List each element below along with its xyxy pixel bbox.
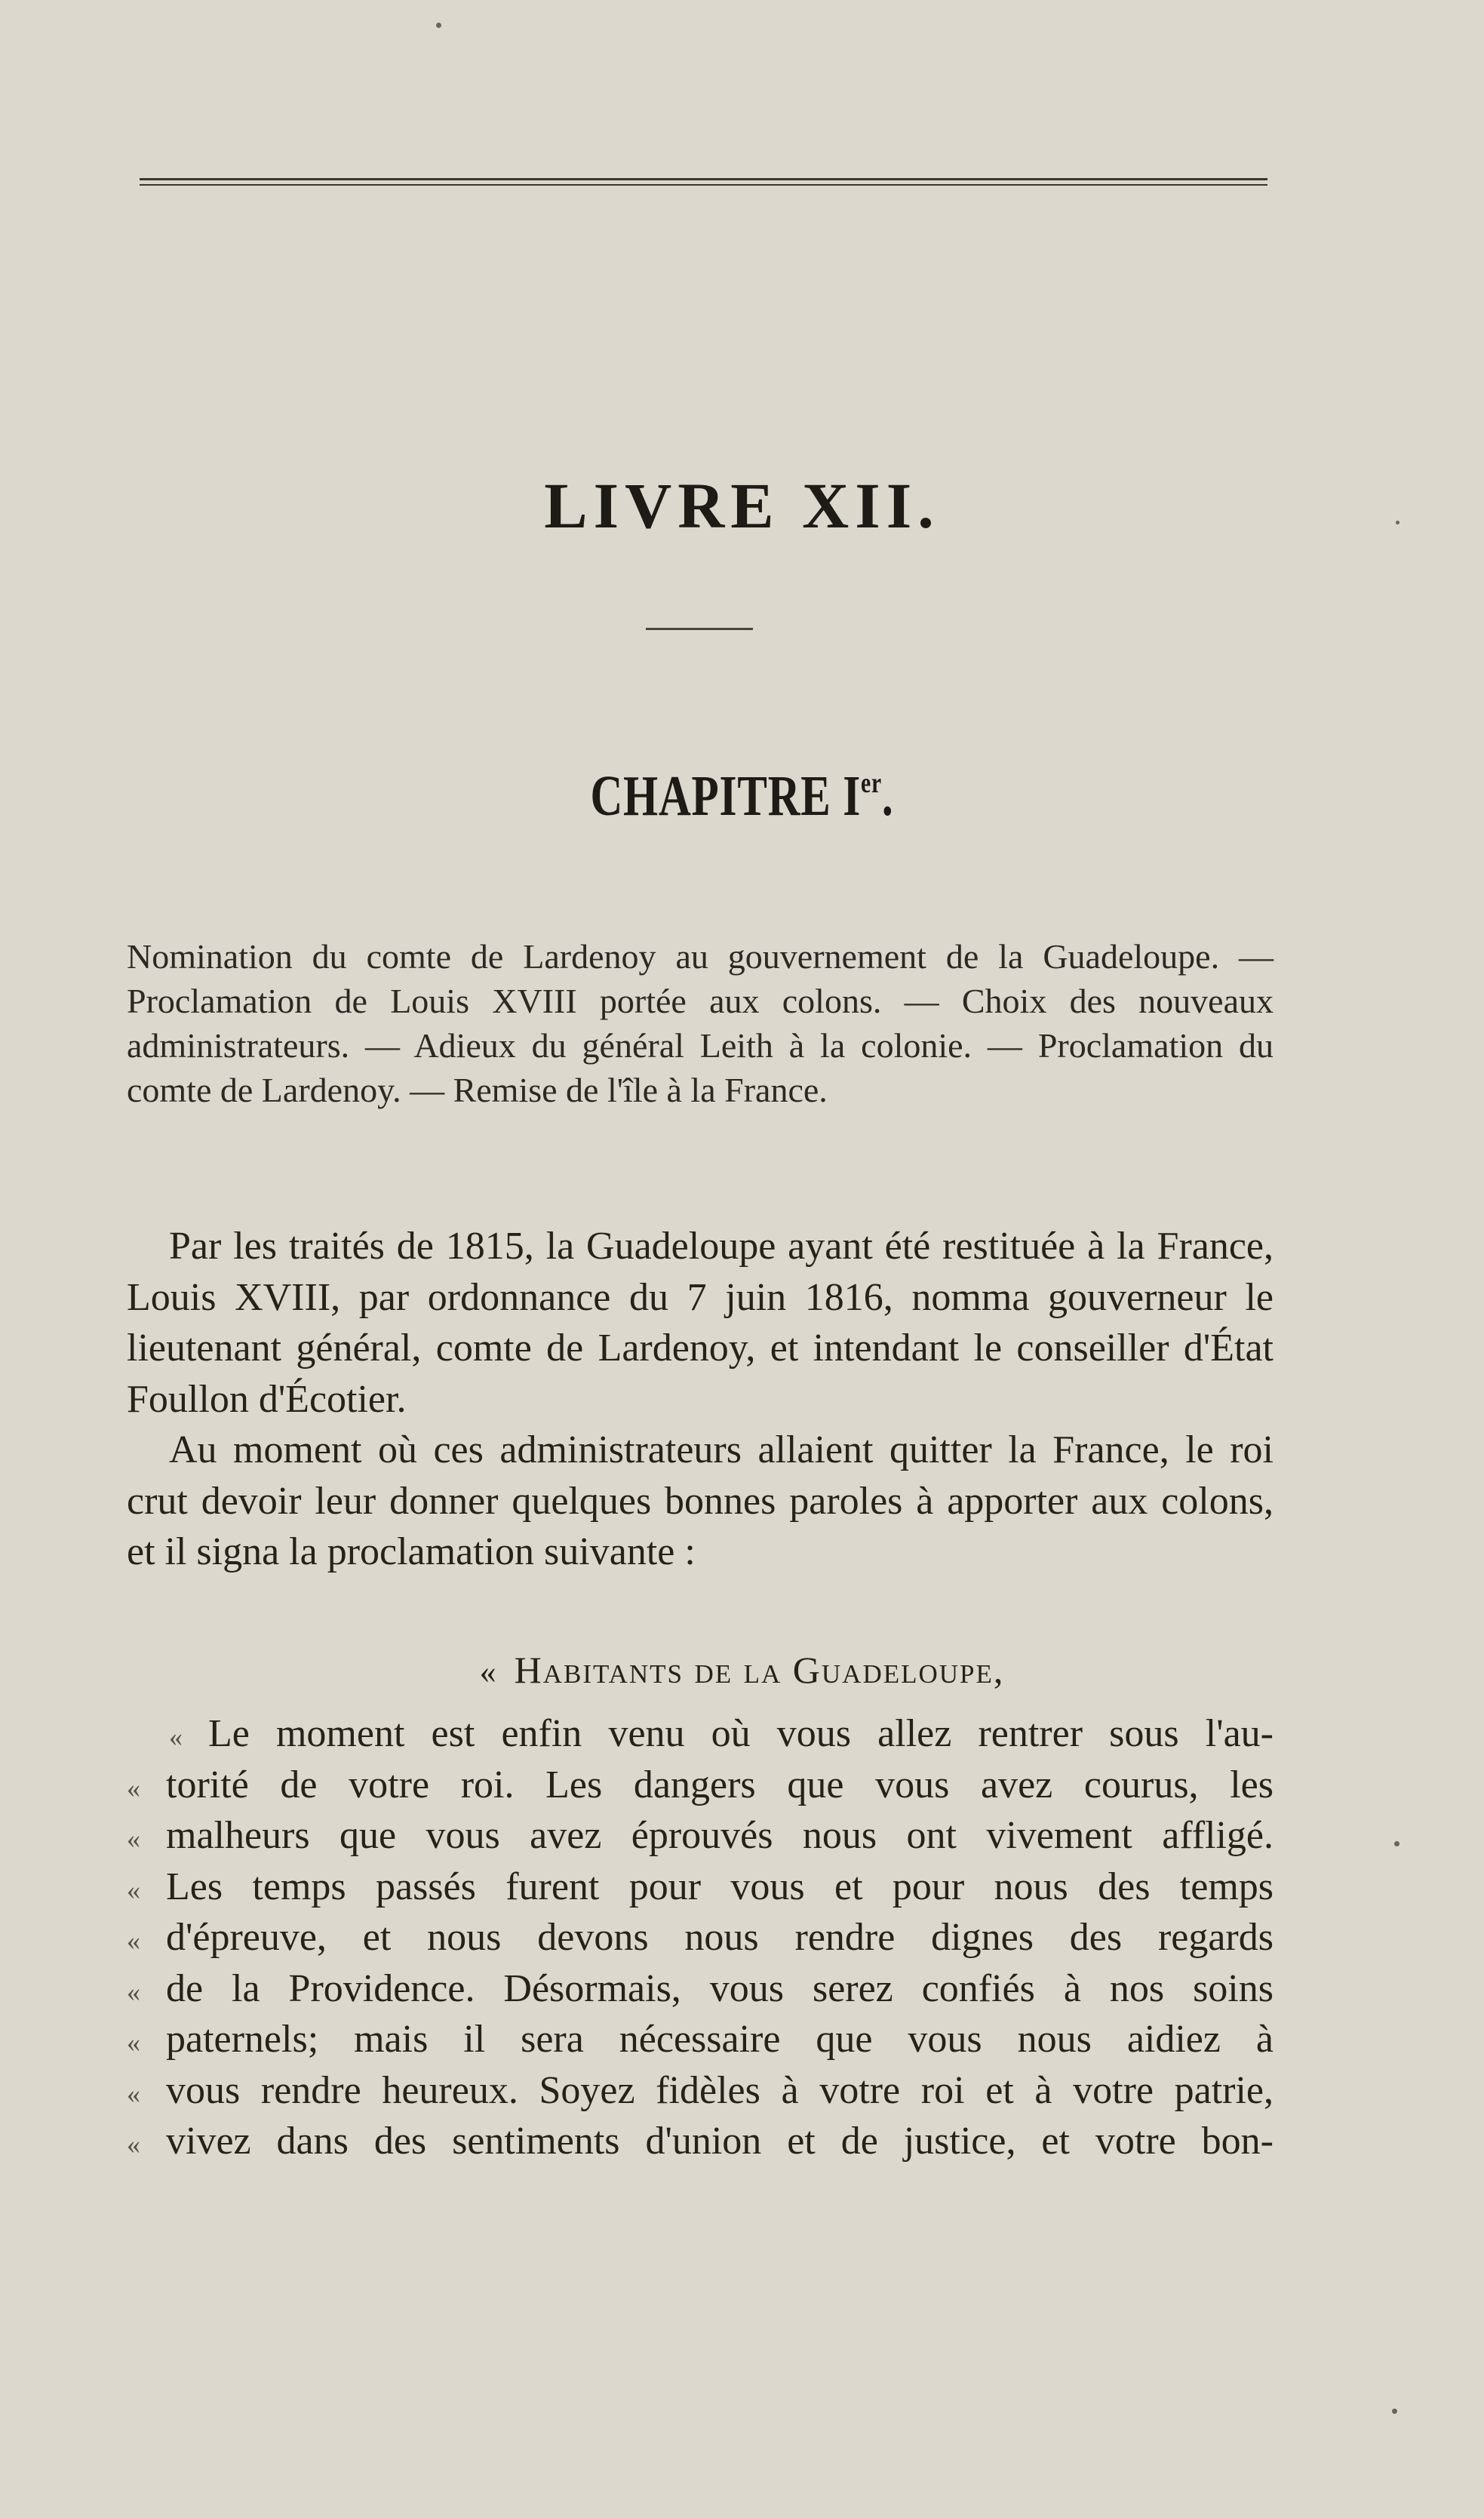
- line-text: vous rendre heureux. Soyez fidèles à votre roi et à votre patrie,: [166, 2068, 1274, 2112]
- line-text: de la Providence. Désormais, vous serez confiés à nos soins: [166, 1966, 1274, 2010]
- line-text: paternels; mais il sera nécessaire que vous nous aidiez à: [166, 2018, 1274, 2061]
- quote-mark: «: [127, 1824, 140, 1854]
- paper-speck: [436, 23, 441, 28]
- rule-line: [140, 184, 1267, 186]
- quote-mark: «: [127, 1926, 140, 1956]
- heading-divider: [646, 628, 753, 630]
- proclamation-line: [127, 1810, 1274, 1862]
- proclamation-line: [127, 2116, 1274, 2167]
- line-text: Les temps passés furent pour vous et pour nous des temps: [166, 1865, 1274, 1908]
- chapter-trailing: .: [881, 764, 894, 828]
- proclamation-line: [127, 1760, 1274, 1811]
- book-heading: LIVRE XII.: [544, 469, 940, 542]
- salutation-text: Habitants de la Guadeloupe,: [514, 1649, 1005, 1691]
- proclamation-salutation: [0, 1648, 1484, 1692]
- quote-mark: «: [127, 2078, 140, 2109]
- proclamation-line: [127, 1708, 1274, 1760]
- chapter-summary: Nomination du comte de Lardenoy au gouvernement de la Guadeloupe. — Proclamation de Louis XVIII portée aux colons. — Choix des nouveaux administrateurs. — Adieux du général Leith à la colonie. — Proclamation du comte de Lardenoy. — Remise de l'île à la France.: [127, 937, 1274, 1109]
- quote-mark: «: [127, 1772, 140, 1803]
- line-text: malheurs que vous avez éprouvés nous ont vivement affligé.: [166, 1814, 1274, 1857]
- paper-speck: [1394, 1841, 1400, 1846]
- chapter-heading: [163, 764, 1320, 829]
- line-text: d'épreuve, et nous devons nous rendre dignes des regards: [166, 1916, 1274, 1959]
- proclamation-line: [127, 2065, 1274, 2117]
- paper-speck: [1396, 521, 1400, 524]
- quote-mark: «: [169, 1722, 183, 1752]
- quote-mark: «: [127, 1976, 140, 2007]
- quote-mark: «: [127, 2028, 140, 2058]
- line-text: Le moment est enfin venu où vous allez rentrer sous l'au-: [208, 1712, 1274, 1755]
- quote-mark: «: [127, 1874, 140, 1905]
- chapter-title-text: CHAPITRE I: [590, 764, 862, 828]
- paragraph: Par les traités de 1815, la Guadeloupe ayant été restituée à la France, Louis XVIII, par ordonnance du 7 juin 1816, nomma gouverneur le lieutenant général, comte de Lardenoy, et intendant le conseiller d'État Foullon d'Écotier.: [127, 1225, 1274, 1421]
- quote-mark: «: [127, 2129, 140, 2160]
- body-text: [127, 1221, 1274, 1578]
- top-double-rule: [140, 178, 1267, 186]
- proclamation-line: [127, 1912, 1274, 1963]
- line-text: torité de votre roi. Les dangers que vous avez courus, les: [166, 1763, 1274, 1806]
- proclamation-line: [127, 1862, 1274, 1913]
- line-text: vivez dans des sentiments d'union et de justice, et votre bon-: [166, 2120, 1274, 2163]
- proclamation-text: [127, 1708, 1274, 2167]
- proclamation-line: [127, 1963, 1274, 2015]
- rule-line: [140, 178, 1267, 180]
- proclamation-line: [127, 2014, 1274, 2065]
- paragraph: Au moment où ces administrateurs allaient quitter la France, le roi crut devoir leur donner quelques bonnes paroles à apporter aux colons, et il signa la proclamation suivante :: [127, 1428, 1274, 1573]
- chapter-superscript: er: [861, 767, 882, 799]
- quote-mark: «: [479, 1653, 498, 1690]
- paper-speck: [1392, 2409, 1397, 2414]
